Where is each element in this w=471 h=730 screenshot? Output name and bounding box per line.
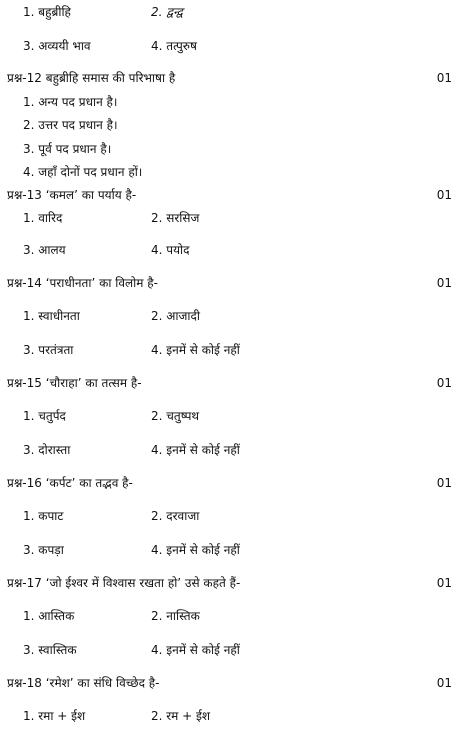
- question-text: प्रश्न-16 ‘कर्पट’ का तद्भव है-: [7, 476, 133, 490]
- marks: 01: [436, 188, 452, 202]
- question-18: [0, 674, 471, 692]
- question-text: प्रश्न-14 ‘पराधीनता’ का विलोम है-: [7, 276, 158, 290]
- marks: 01: [436, 71, 452, 85]
- option: 1. आस्तिक: [23, 609, 75, 623]
- option-row: [0, 441, 471, 459]
- option: 1. वारिद: [23, 211, 63, 225]
- option: 1. अन्य पद प्रधान है।: [23, 95, 118, 109]
- option: 4. जहाँ दोनों पद प्रधान हों।: [23, 165, 143, 179]
- question-text: प्रश्न-18 ‘रमेश’ का संधि विच्छेद है-: [7, 676, 160, 690]
- option: 4. इनमें से कोई नहीं: [151, 443, 240, 457]
- option: 2. दरवाजा: [151, 509, 200, 523]
- question-16: [0, 474, 471, 492]
- option: 1. बहुब्रीहि: [23, 5, 71, 19]
- option: 3. अव्ययी भाव: [23, 39, 91, 53]
- option: 1. रमा + ईश: [23, 709, 86, 723]
- option-row: [0, 341, 471, 359]
- option-row: [0, 209, 471, 227]
- option-row: [0, 307, 471, 325]
- option-row: [0, 507, 471, 525]
- question-text: प्रश्न-15 ‘चौराहा’ का तत्सम है-: [7, 376, 142, 390]
- question-text: प्रश्न-12 बहुब्रीहि समास की परिभाषा है: [7, 71, 176, 85]
- option-row: [0, 641, 471, 659]
- marks: 01: [436, 576, 452, 590]
- marks: 01: [436, 676, 452, 690]
- option: 3. स्वास्तिक: [23, 643, 77, 657]
- question-17: [0, 574, 471, 592]
- option: 2. आजादी: [151, 309, 201, 323]
- option: 2. सरसिज: [151, 211, 200, 225]
- option: 1. स्वाधीनता: [23, 309, 80, 323]
- marks: 01: [436, 476, 452, 490]
- option: 2. उत्तर पद प्रधान है।: [23, 118, 118, 132]
- option: 3. पूर्व पद प्रधान है।: [23, 142, 112, 156]
- option-row: [0, 37, 471, 55]
- option: 2. रम + ईश: [151, 709, 211, 723]
- option: 4. इनमें से कोई नहीं: [151, 643, 240, 657]
- option-row: [0, 407, 471, 425]
- option-row: [0, 541, 471, 559]
- option-row: [0, 707, 471, 725]
- option: 1. कपाट: [23, 509, 64, 523]
- option: 2. द्वन्द्व: [151, 5, 183, 19]
- option: 4. इनमें से कोई नहीं: [151, 543, 240, 557]
- option-row: [0, 241, 471, 259]
- option: 4. इनमें से कोई नहीं: [151, 343, 240, 357]
- option: 3. दोरास्ता: [23, 443, 71, 457]
- option: 2. नास्तिक: [151, 609, 200, 623]
- question-text: प्रश्न-17 ‘जो ईश्वर में विश्वास रखता हो’ उसे कहते हैं-: [7, 576, 241, 590]
- question-15: [0, 374, 471, 392]
- option-row: [0, 607, 471, 625]
- option: 2. चतुष्पथ: [151, 409, 200, 423]
- option: 3. कपड़ा: [23, 543, 64, 557]
- question-13: [0, 186, 471, 204]
- question-text: प्रश्न-13 ‘कमल’ का पर्याय है-: [7, 188, 137, 202]
- option: 4. पयोद: [151, 243, 190, 257]
- option: 4. तत्पुरुष: [151, 39, 197, 53]
- question-14: [0, 274, 471, 292]
- option: 1. चतुर्पद: [23, 409, 66, 423]
- option: 3. आलय: [23, 243, 66, 257]
- option-row: [0, 3, 471, 21]
- question-12: [0, 69, 471, 87]
- option: 3. परतंत्रता: [23, 343, 74, 357]
- marks: 01: [436, 276, 452, 290]
- marks: 01: [436, 376, 452, 390]
